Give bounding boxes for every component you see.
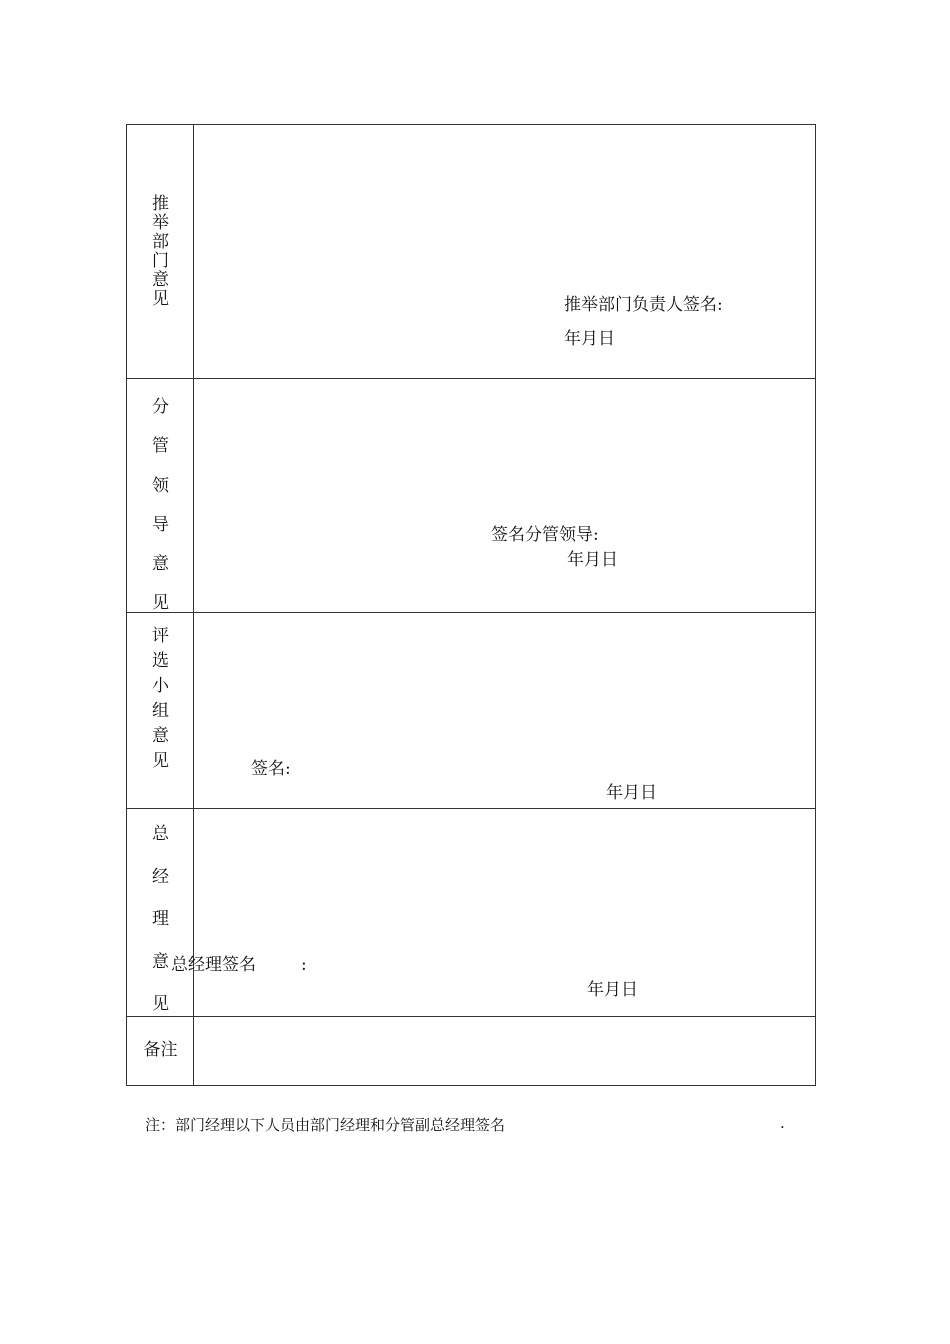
row-label-department-opinion [127, 195, 194, 309]
date-label: 年月日 [564, 329, 615, 349]
row-leader-opinion [127, 379, 815, 613]
label-char: 组 [152, 701, 169, 721]
label-char: 见 [152, 289, 169, 309]
label-char: 评 [152, 626, 169, 646]
label-cell [127, 125, 194, 378]
label-char: 分 [152, 397, 169, 417]
footnote-end-mark: . [780, 1114, 785, 1132]
label-char: 领 [152, 475, 169, 496]
label-char: 选 [152, 651, 169, 671]
label-char: 见 [152, 994, 169, 1014]
row-remarks [127, 1017, 815, 1085]
general-manager-signature-label: 总经理签名 [171, 955, 256, 975]
label-char: 意 [152, 554, 169, 575]
label-char: 总 [152, 824, 169, 844]
label-char: 导 [152, 514, 169, 535]
label-char: 意 [152, 726, 169, 746]
footnote-text: 注：部门经理以下人员由部门经理和分管副总经理签名 [145, 1116, 506, 1134]
date-label: 年月日 [567, 550, 618, 570]
label-char: 见 [152, 593, 169, 614]
row-label-leader-opinion [127, 388, 194, 624]
date-label: 年月日 [606, 783, 657, 803]
department-head-signature-label: 推举部门负责人签名: [564, 295, 723, 315]
nomination-form-table [126, 124, 816, 1086]
row-department-opinion [127, 125, 815, 379]
label-char: 意 [152, 270, 169, 290]
label-char: 部 [152, 232, 169, 252]
row-label-committee-opinion [127, 624, 194, 774]
row-committee-opinion [127, 613, 815, 809]
label-char: 门 [152, 251, 169, 271]
label-char: 小 [152, 676, 169, 696]
row-label-general-manager-opinion [127, 813, 194, 1026]
label-cell [127, 1017, 194, 1085]
label-cell [127, 379, 194, 612]
label-char: 推 [152, 194, 169, 214]
committee-signature-label: 签名: [251, 759, 291, 779]
label-char: 经 [152, 866, 169, 887]
row-general-manager-opinion [127, 809, 815, 1017]
label-char: 举 [152, 213, 169, 233]
date-label: 年月日 [587, 980, 638, 1000]
leader-signature-label: 签名分管领导: [491, 525, 599, 545]
label-char: 意 [152, 951, 169, 972]
row-label-remarks: 备注 [143, 1040, 178, 1060]
label-char: 见 [152, 751, 169, 771]
remarks-field[interactable] [195, 1017, 815, 1085]
label-char: 理 [152, 909, 169, 929]
label-cell [127, 613, 194, 808]
label-char: 管 [152, 436, 169, 457]
label-cell [127, 809, 194, 1016]
signature-colon: : [301, 955, 307, 975]
